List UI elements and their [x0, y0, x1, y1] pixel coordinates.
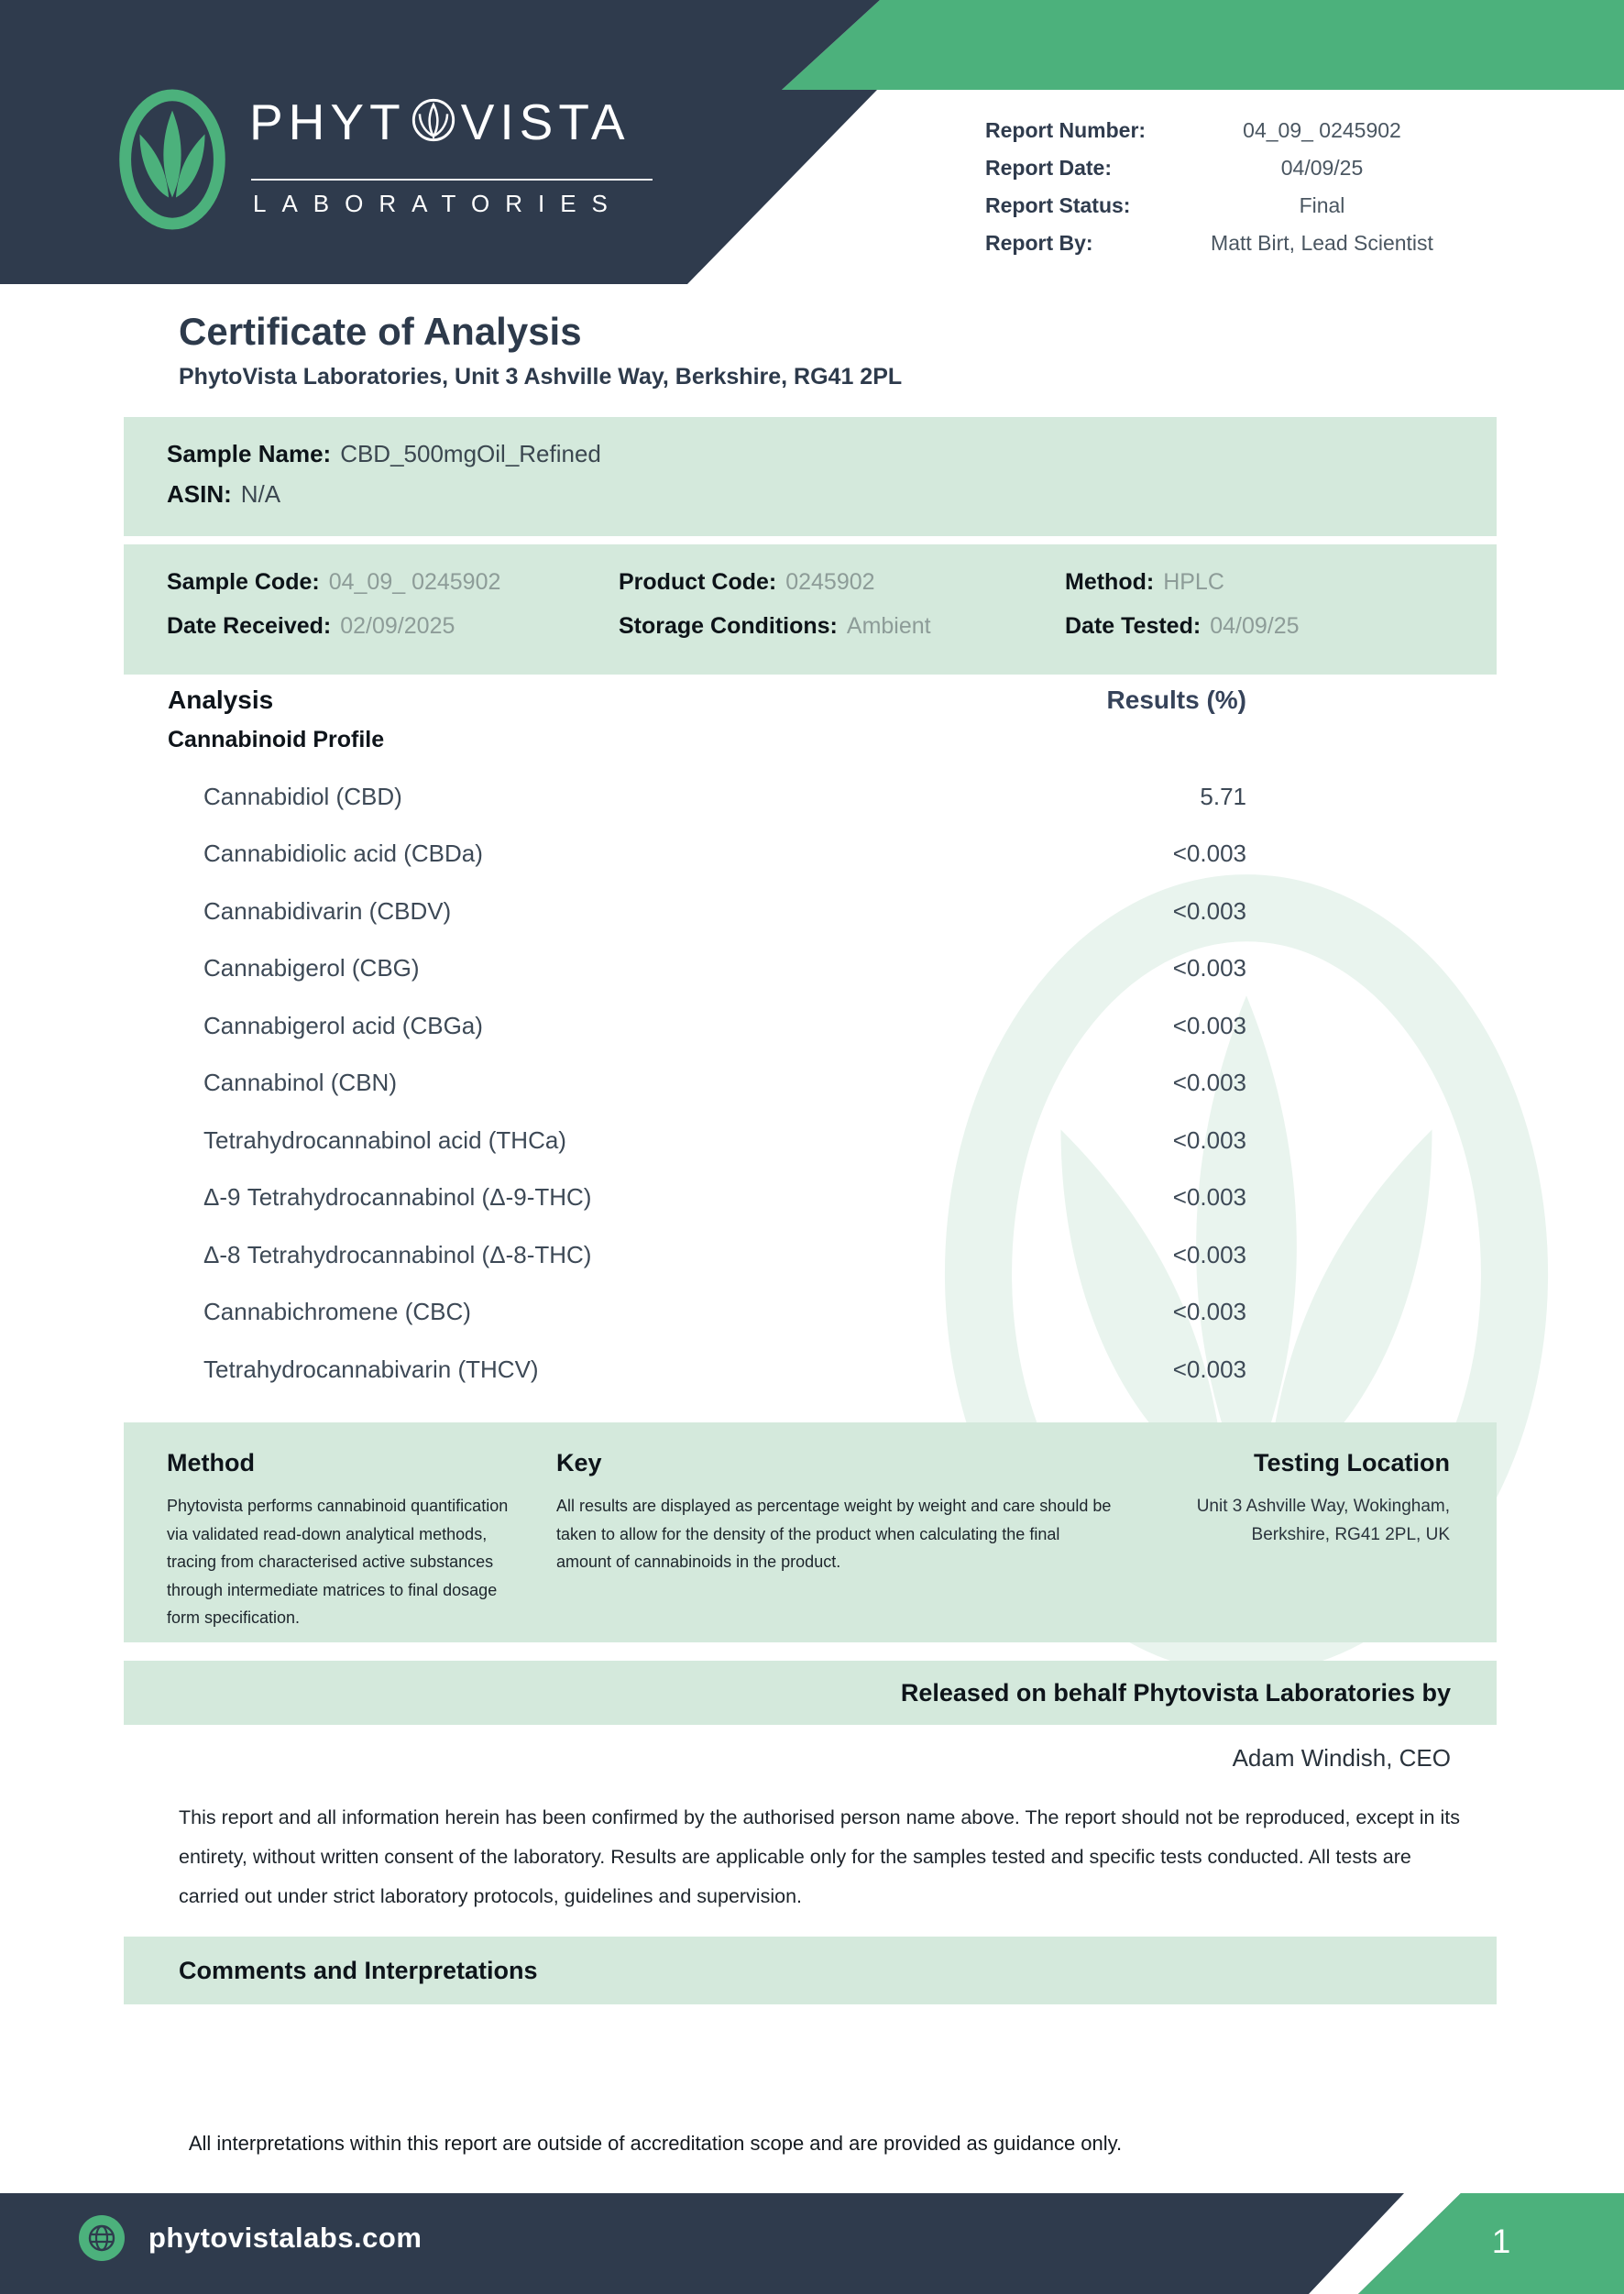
- analyte-name: Cannabichromene (CBC): [203, 1298, 471, 1326]
- analyte-name: Tetrahydrocannabivarin (THCV): [203, 1355, 539, 1383]
- analyte-result: <0.003: [1172, 1125, 1246, 1154]
- brand-text-right: VISTA: [460, 93, 631, 150]
- key-text: All results are displayed as percentage weight by weight and care should be taken to allow for the density of the product when calculating the final amount of cannabinoids in the product.: [556, 1497, 1112, 1571]
- released-on-behalf-bar: Released on behalf Phytovista Laboratories by: [124, 1661, 1497, 1725]
- storage-conditions-label: Storage Conditions:: [619, 612, 838, 639]
- sample-name-value: CBD_500mgOil_Refined: [340, 439, 601, 467]
- product-code-label: Product Code:: [619, 568, 777, 595]
- table-row: [203, 826, 1246, 884]
- analyte-result: <0.003: [1172, 1069, 1246, 1097]
- storage-conditions-value: Ambient: [846, 612, 931, 639]
- analyte-result: <0.003: [1172, 1240, 1246, 1268]
- address-line-2: Berkshire, RG41 2PL, UK: [1251, 1525, 1450, 1544]
- date-tested-label: Date Tested:: [1065, 612, 1202, 639]
- report-info-row: [985, 155, 1471, 181]
- asin-line: [167, 479, 1497, 509]
- sample-meta-box: [124, 544, 1497, 675]
- method-label: Method:: [1065, 568, 1155, 595]
- brand-tagline: LABORATORIES: [253, 190, 623, 217]
- table-row: [203, 1169, 1246, 1227]
- table-row: [203, 1112, 1246, 1169]
- phytovista-logo: [117, 87, 667, 243]
- page-title: Certificate of Analysis: [179, 310, 582, 353]
- analyte-result: <0.003: [1172, 954, 1246, 982]
- page-number: 1: [1491, 2223, 1511, 2260]
- meta-row: [167, 568, 1497, 596]
- sample-code-value: 04_09_ 0245902: [328, 568, 501, 595]
- table-row: [203, 1284, 1246, 1342]
- analyte-name: Cannabidivarin (CBDV): [203, 896, 452, 925]
- report-info-row: [985, 230, 1471, 256]
- report-status-value: Final: [1299, 192, 1345, 217]
- analyte-result: <0.003: [1172, 1298, 1246, 1326]
- comments-heading-bar: Comments and Interpretations: [124, 1937, 1497, 2004]
- report-info-panel: [985, 117, 1471, 268]
- cannabinoid-table: [203, 768, 1246, 1399]
- table-row: [203, 997, 1246, 1055]
- report-number-value: 04_09_ 0245902: [1243, 117, 1401, 142]
- analyte-result: <0.003: [1172, 1355, 1246, 1383]
- sample-name-line: [167, 439, 1497, 468]
- analyte-name: Cannabinol (CBN): [203, 1069, 397, 1097]
- testing-location-title: Testing Location: [1254, 1449, 1450, 1476]
- table-row: [203, 1226, 1246, 1284]
- leaf-circle-icon: [411, 97, 456, 148]
- brand-text-left: PHYT: [249, 93, 406, 150]
- table-row: [203, 1341, 1246, 1399]
- analyte-result: <0.003: [1172, 896, 1246, 925]
- report-by-value: Matt Birt, Lead Scientist: [1211, 230, 1433, 255]
- asin-label: ASIN:: [167, 479, 232, 508]
- analyte-result: 5.71: [1200, 782, 1246, 810]
- report-date-label: Report Date:: [985, 155, 1113, 180]
- testing-location-column: [1143, 1448, 1450, 1642]
- method-title: Method: [167, 1449, 255, 1476]
- sample-code-label: Sample Code:: [167, 568, 320, 595]
- report-by-label: Report By:: [985, 230, 1093, 255]
- report-info-row: [985, 117, 1471, 143]
- brand-divider: [251, 179, 653, 181]
- sample-info-box: [124, 417, 1497, 536]
- analyte-name: Cannabidiol (CBD): [203, 782, 402, 810]
- table-row: [203, 1055, 1246, 1113]
- table-row: [203, 768, 1246, 826]
- method-column: [167, 1448, 556, 1642]
- asin-value: N/A: [240, 479, 281, 508]
- analyte-name: Tetrahydrocannabinol acid (THCa): [203, 1125, 566, 1154]
- sample-name-label: Sample Name:: [167, 439, 332, 467]
- results-column-header: Results (%): [1106, 686, 1246, 714]
- analysis-column-header: Analysis: [168, 686, 274, 714]
- page-subtitle: PhytoVista Laboratories, Unit 3 Ashville Way, Berkshire, RG41 2PL: [179, 364, 903, 390]
- report-status-label: Report Status:: [985, 192, 1131, 217]
- footer-website: phytovistalabs.com: [148, 2222, 422, 2254]
- meta-row: [167, 612, 1497, 640]
- analyte-name: Δ-9 Tetrahydrocannabinol (Δ-9-THC): [203, 1183, 592, 1212]
- key-column: [556, 1448, 1143, 1642]
- brand-wordmark: [249, 94, 631, 149]
- method-key-location-box: [124, 1422, 1497, 1642]
- date-received-label: Date Received:: [167, 612, 332, 639]
- analyte-result: <0.003: [1172, 1011, 1246, 1039]
- globe-icon: [79, 2215, 125, 2261]
- date-tested-value: 04/09/25: [1210, 612, 1300, 639]
- interpretations-note: All interpretations within this report are outside of accreditation scope and are provided as guidance only.: [188, 2132, 1123, 2155]
- cannabinoid-profile-heading: Cannabinoid Profile: [168, 727, 385, 752]
- analyte-result: <0.003: [1172, 840, 1246, 868]
- table-row: [203, 940, 1246, 998]
- key-title: Key: [556, 1449, 602, 1476]
- table-row: [203, 883, 1246, 940]
- analyte-name: Cannabidiolic acid (CBDa): [203, 840, 483, 868]
- testing-location-address: [1143, 1492, 1450, 1549]
- footer-brand: [79, 2215, 422, 2261]
- address-line-1: Unit 3 Ashville Way, Wokingham,: [1196, 1497, 1450, 1516]
- leaf-ellipse-icon: [117, 87, 227, 236]
- signer-name: Adam Windish, CEO: [1232, 1744, 1451, 1772]
- analyte-result: <0.003: [1172, 1183, 1246, 1212]
- report-number-label: Report Number:: [985, 117, 1147, 142]
- method-value: HPLC: [1163, 568, 1224, 595]
- product-code-value: 0245902: [785, 568, 875, 595]
- analyte-name: Cannabigerol acid (CBGa): [203, 1011, 483, 1039]
- analyte-name: Δ-8 Tetrahydrocannabinol (Δ-8-THC): [203, 1240, 592, 1268]
- report-date-value: 04/09/25: [1280, 155, 1364, 180]
- disclaimer-text: This report and all information herein has been confirmed by the authorised person name above. The report should not be reproduced, except in its entirety, without written consent of the laboratory. Results are applicable only for the samples tested and specific tests conducted. All tests are carried out under strict laboratory protocols, guidelines and supervision.: [179, 1806, 1460, 1907]
- date-received-value: 02/09/2025: [340, 612, 455, 639]
- analyte-name: Cannabigerol (CBG): [203, 954, 420, 982]
- method-text: Phytovista performs cannabinoid quantification via validated read-down analytical methods, tracing from characterised active substances through intermediate matrices to final dosage form specification.: [167, 1497, 509, 1627]
- report-info-row: [985, 192, 1471, 218]
